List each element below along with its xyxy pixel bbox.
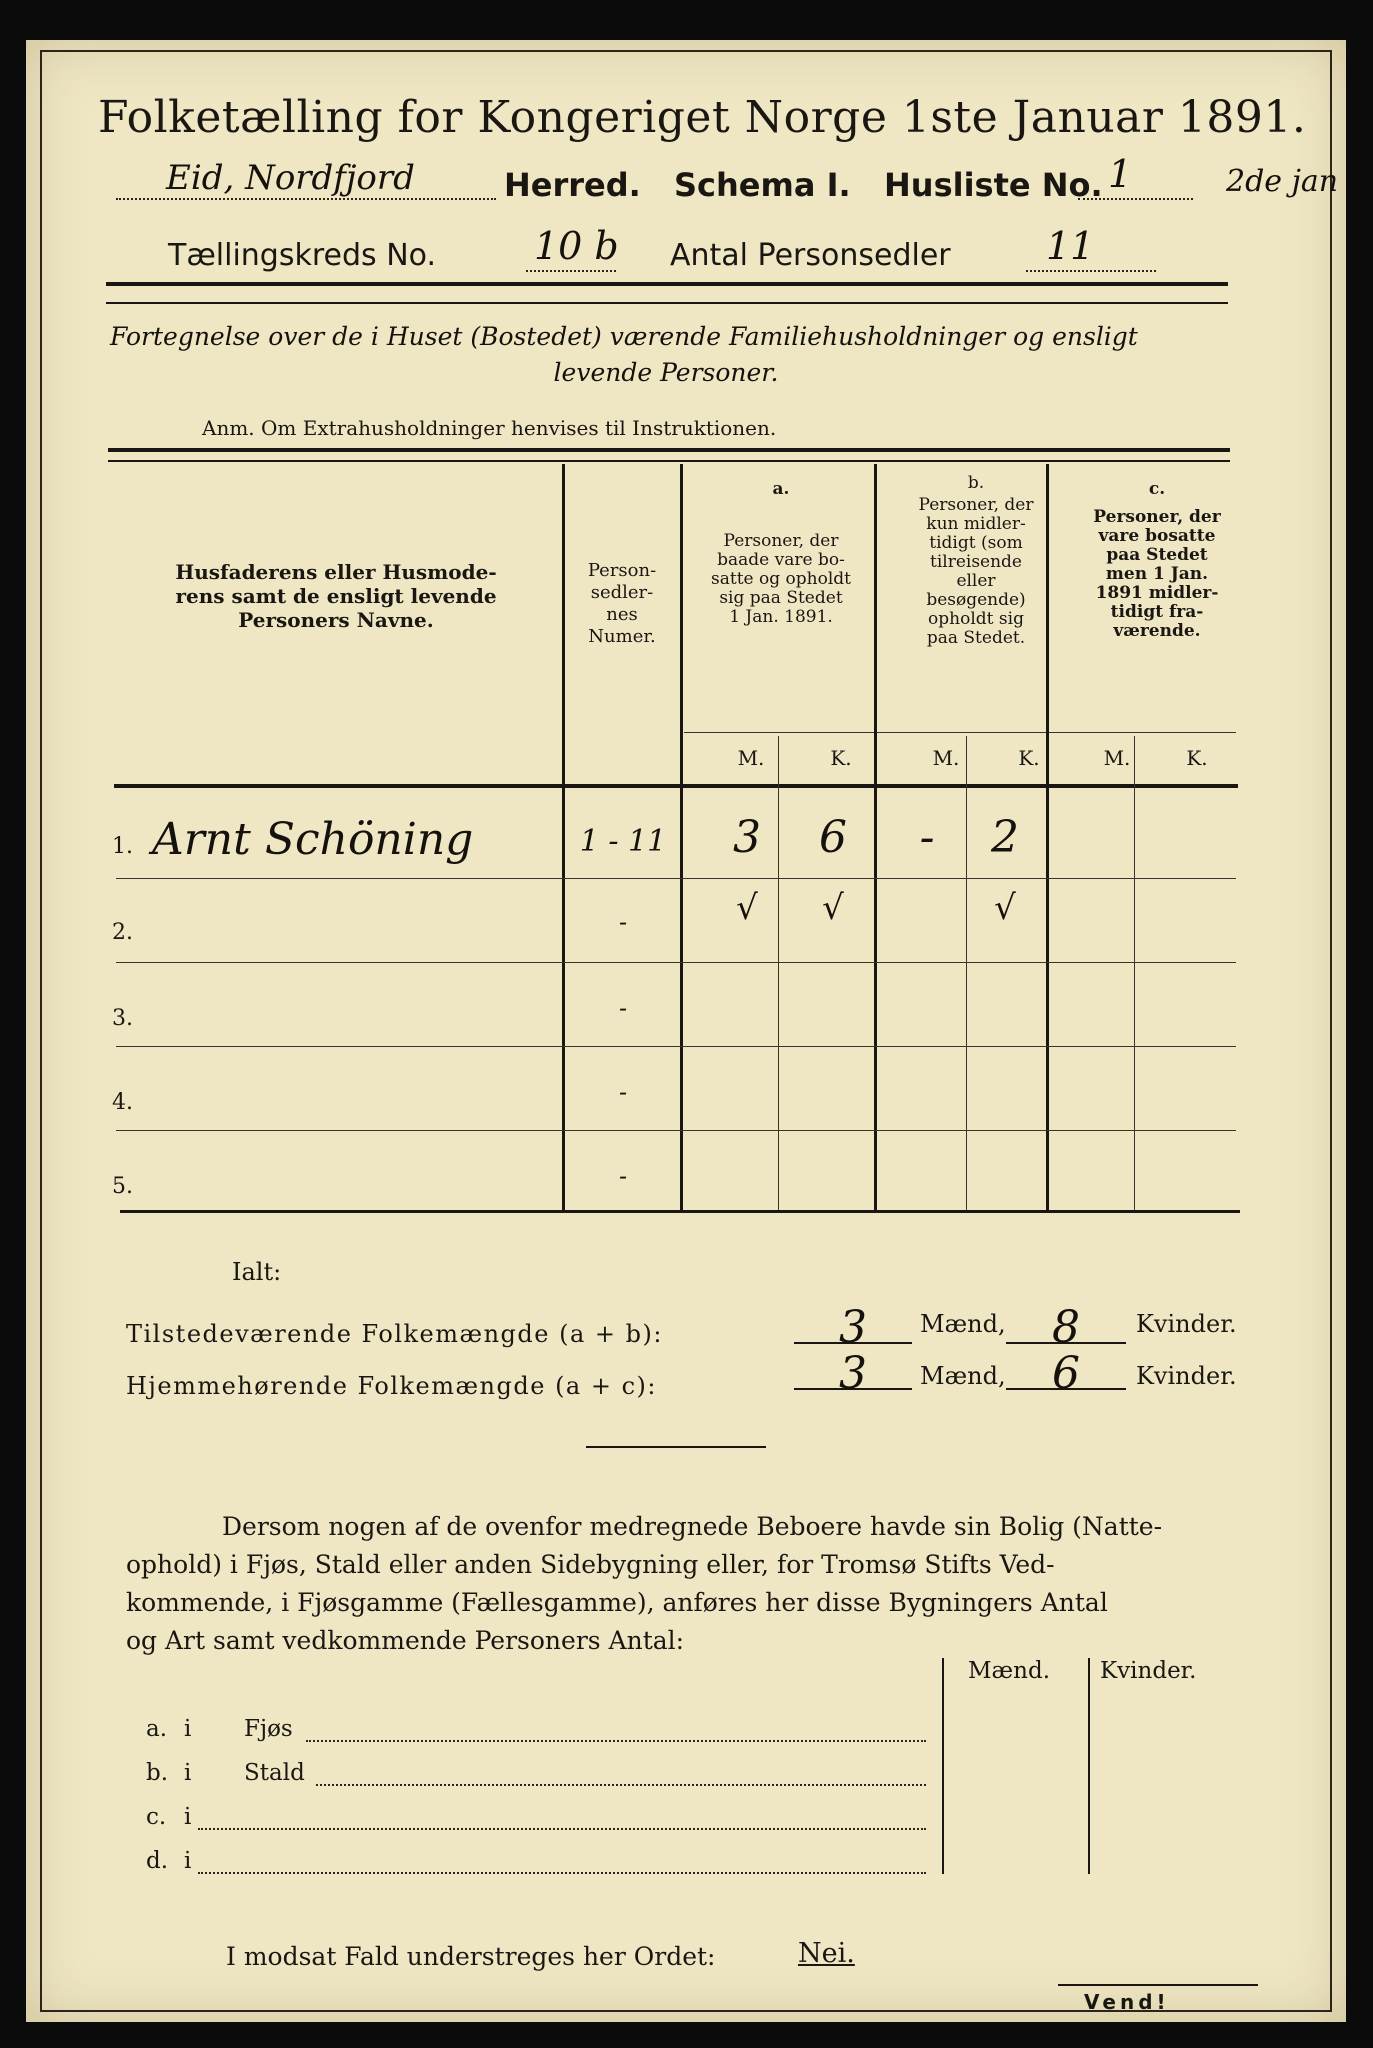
col-num-line3: nes bbox=[606, 604, 638, 625]
totals-line2-k: 6 bbox=[1052, 1348, 1080, 1399]
bolig-vline-2 bbox=[1088, 1658, 1090, 1874]
totals-line2-label: Hjemmehørende Folkemængde (a + c): bbox=[126, 1372, 657, 1400]
bolig-item-dotline bbox=[306, 1736, 926, 1742]
col-b-header bbox=[878, 496, 1074, 648]
b-m-label: M. bbox=[932, 746, 960, 770]
section-divider bbox=[586, 1446, 766, 1448]
table-row bbox=[112, 962, 1242, 1046]
col-name-line1: Husfaderens eller Husmode- bbox=[175, 560, 497, 584]
row-number: 2. bbox=[112, 920, 133, 945]
form-title: Folketælling for Kongeriget Norge 1ste Januar 1891. bbox=[98, 92, 1307, 143]
row-a-m: √ bbox=[736, 888, 758, 928]
col-b-line8: paa Stedet. bbox=[926, 628, 1026, 648]
col-c-line3: paa Stedet bbox=[1106, 545, 1208, 565]
bolig-item-letter: b. bbox=[146, 1760, 169, 1786]
table-top-rule bbox=[108, 448, 1230, 452]
a-k-label: K. bbox=[830, 746, 852, 770]
bolig-item-i: i bbox=[184, 1760, 192, 1786]
col-c-letter: c. bbox=[1148, 479, 1166, 499]
bolig-item-i: i bbox=[184, 1848, 192, 1874]
mk-top-line bbox=[684, 732, 1236, 733]
col-c-line1: Personer, der bbox=[1093, 507, 1221, 527]
c-m-label: M. bbox=[1103, 746, 1131, 770]
col-num-header bbox=[566, 560, 678, 648]
col-a-line2: baade vare bo- bbox=[717, 550, 845, 570]
header-rule bbox=[106, 282, 1228, 286]
bolig-maend-head: Mænd. bbox=[968, 1658, 1051, 1684]
col-b-line5: eller bbox=[956, 571, 996, 591]
row-person-num: - bbox=[618, 1162, 628, 1190]
col-c-line7: værende. bbox=[1113, 621, 1201, 641]
bolig-item-c bbox=[146, 1804, 936, 1834]
col-a-line3: satte og opholdt bbox=[711, 569, 851, 589]
col-b-line6: besøgende) bbox=[926, 590, 1026, 610]
totals-line2-kvinder: Kvinder. bbox=[1136, 1362, 1237, 1390]
totals-line2-m: 3 bbox=[839, 1348, 867, 1399]
col-num-line1: Person- bbox=[587, 560, 657, 581]
bolig-kvinder-head: Kvinder. bbox=[1100, 1658, 1197, 1684]
table-row bbox=[112, 878, 1242, 962]
bolig-item-dotline bbox=[198, 1824, 926, 1830]
bolig-line3: kommende, i Fjøsgamme (Fællesgamme), anføres her disse Bygningers Antal bbox=[126, 1588, 1108, 1617]
husliste-value: 1 bbox=[1108, 152, 1133, 196]
col-a-header bbox=[686, 532, 876, 627]
vend-rule bbox=[1058, 1984, 1258, 1986]
totals-line1-label: Tilstedeværende Folkemængde (a + b): bbox=[126, 1320, 663, 1348]
col-b-line7: opholdt sig bbox=[928, 609, 1024, 629]
totals-line1-k: 8 bbox=[1052, 1302, 1080, 1353]
kreds-label: Tællingskreds No. bbox=[168, 238, 436, 273]
personsedler-value: 11 bbox=[1046, 224, 1095, 268]
b-k-label: K. bbox=[1018, 746, 1040, 770]
row-b-k: 2 bbox=[991, 812, 1019, 863]
row-name: Arnt Schöning bbox=[152, 814, 474, 865]
col-a-line4: sig paa Stedet bbox=[719, 588, 843, 608]
col-num-line2: sedler- bbox=[590, 582, 654, 603]
table-bottom-rule bbox=[120, 1210, 1240, 1213]
row-number: 1. bbox=[112, 834, 133, 859]
row-a-k: 6 bbox=[819, 812, 847, 863]
row-person-num: - bbox=[618, 908, 628, 936]
personsedler-label: Antal Personsedler bbox=[670, 238, 951, 273]
col-b-line3: tidigt (som bbox=[929, 533, 1023, 553]
col-b-letter: b. bbox=[967, 473, 985, 493]
bolig-line4: og Art samt vedkommende Personers Antal: bbox=[126, 1626, 685, 1655]
bolig-item-i: i bbox=[184, 1716, 192, 1742]
col-a-line1: Personer, der bbox=[723, 531, 839, 551]
husliste-label: Husliste No. bbox=[884, 166, 1103, 204]
bolig-item-label: Stald bbox=[244, 1760, 305, 1786]
col-c-line4: men 1 Jan. bbox=[1105, 564, 1209, 584]
herred-value: Eid, Nordfjord bbox=[166, 158, 415, 198]
table-row bbox=[112, 1046, 1242, 1130]
intro-line2: levende Personer. bbox=[553, 358, 779, 387]
totals-line1-m: 3 bbox=[839, 1302, 867, 1353]
ialt-label: Ialt: bbox=[232, 1258, 282, 1286]
intro-line1: Fortegnelse over de i Huset (Bostedet) værende Familiehusholdninger og ensligt bbox=[110, 322, 1138, 351]
husliste-dotline bbox=[1078, 190, 1193, 200]
row-number: 4. bbox=[112, 1090, 133, 1115]
col-a-letter: a. bbox=[772, 479, 790, 499]
col-name-line2: rens samt de ensligt levende bbox=[175, 584, 497, 608]
bolig-line1: Dersom nogen af de ovenfor medregnede Beboere havde sin Bolig (Natte- bbox=[222, 1512, 1163, 1541]
bolig-item-letter: a. bbox=[146, 1716, 168, 1742]
table-top-rule-thin bbox=[108, 460, 1230, 462]
col-c-line2: vare bosatte bbox=[1098, 526, 1216, 546]
row-person-num: 1 - 11 bbox=[579, 824, 667, 859]
header-rule-thin bbox=[106, 302, 1228, 304]
bolig-item-d bbox=[146, 1848, 936, 1878]
col-c-line6: tidigt fra- bbox=[1110, 602, 1204, 622]
col-b-line4: tilreisende bbox=[929, 552, 1022, 572]
herred-label: Herred. bbox=[504, 166, 641, 204]
bolig-item-a bbox=[146, 1716, 936, 1746]
bolig-vline-1 bbox=[942, 1658, 944, 1874]
a-m-label: M. bbox=[737, 746, 765, 770]
table-header-rule bbox=[114, 784, 1238, 788]
totals-line1-kvinder: Kvinder. bbox=[1136, 1310, 1237, 1338]
census-form bbox=[26, 40, 1346, 2022]
modsat-text: I modsat Fald understreges her Ordet: bbox=[226, 1942, 716, 1971]
schema-label: Schema I. bbox=[674, 166, 851, 204]
bolig-line2: ophold) i Fjøs, Stald eller anden Sidebygning eller, for Tromsø Stifts Ved- bbox=[126, 1550, 1055, 1579]
bolig-item-letter: c. bbox=[146, 1804, 167, 1830]
row-number: 3. bbox=[112, 1006, 133, 1031]
bolig-item-dotline bbox=[198, 1868, 926, 1874]
nei-word: Nei. bbox=[798, 1938, 855, 1969]
anm-note: Anm. Om Extrahusholdninger henvises til Instruktionen. bbox=[202, 416, 777, 440]
row-a-k: √ bbox=[822, 888, 844, 928]
col-name-header bbox=[116, 560, 556, 632]
bolig-item-i: i bbox=[184, 1804, 192, 1830]
row-person-num: - bbox=[618, 994, 628, 1022]
col-c-header bbox=[1078, 508, 1236, 641]
totals-line1-maend: Mænd, bbox=[920, 1310, 1006, 1338]
col-b-line1: Personer, der bbox=[918, 495, 1034, 515]
row-b-m: - bbox=[919, 812, 935, 863]
bolig-item-letter: d. bbox=[146, 1848, 169, 1874]
row-person-num: - bbox=[618, 1078, 628, 1106]
col-c-line5: 1891 midler- bbox=[1095, 583, 1219, 603]
vend-label: Vend! bbox=[1084, 1990, 1170, 2014]
row-b-k: √ bbox=[994, 888, 1016, 928]
col-num-line4: Numer. bbox=[588, 626, 656, 647]
margin-note: 2de jan bbox=[1226, 164, 1339, 199]
col-b-line2: kun midler- bbox=[926, 514, 1026, 534]
table-row bbox=[112, 798, 1242, 878]
bolig-item-dotline bbox=[316, 1780, 926, 1786]
bolig-item-b bbox=[146, 1760, 936, 1790]
c-k-label: K. bbox=[1186, 746, 1208, 770]
col-name-line3: Personers Navne. bbox=[238, 608, 434, 632]
bolig-item-label: Fjøs bbox=[244, 1716, 293, 1742]
totals-line2-maend: Mænd, bbox=[920, 1362, 1006, 1390]
kreds-value: 10 b bbox=[534, 224, 619, 268]
col-a-line5: 1 Jan. 1891. bbox=[729, 607, 833, 627]
row-a-m: 3 bbox=[733, 812, 761, 863]
table-row bbox=[112, 1130, 1242, 1210]
row-number: 5. bbox=[112, 1174, 133, 1199]
